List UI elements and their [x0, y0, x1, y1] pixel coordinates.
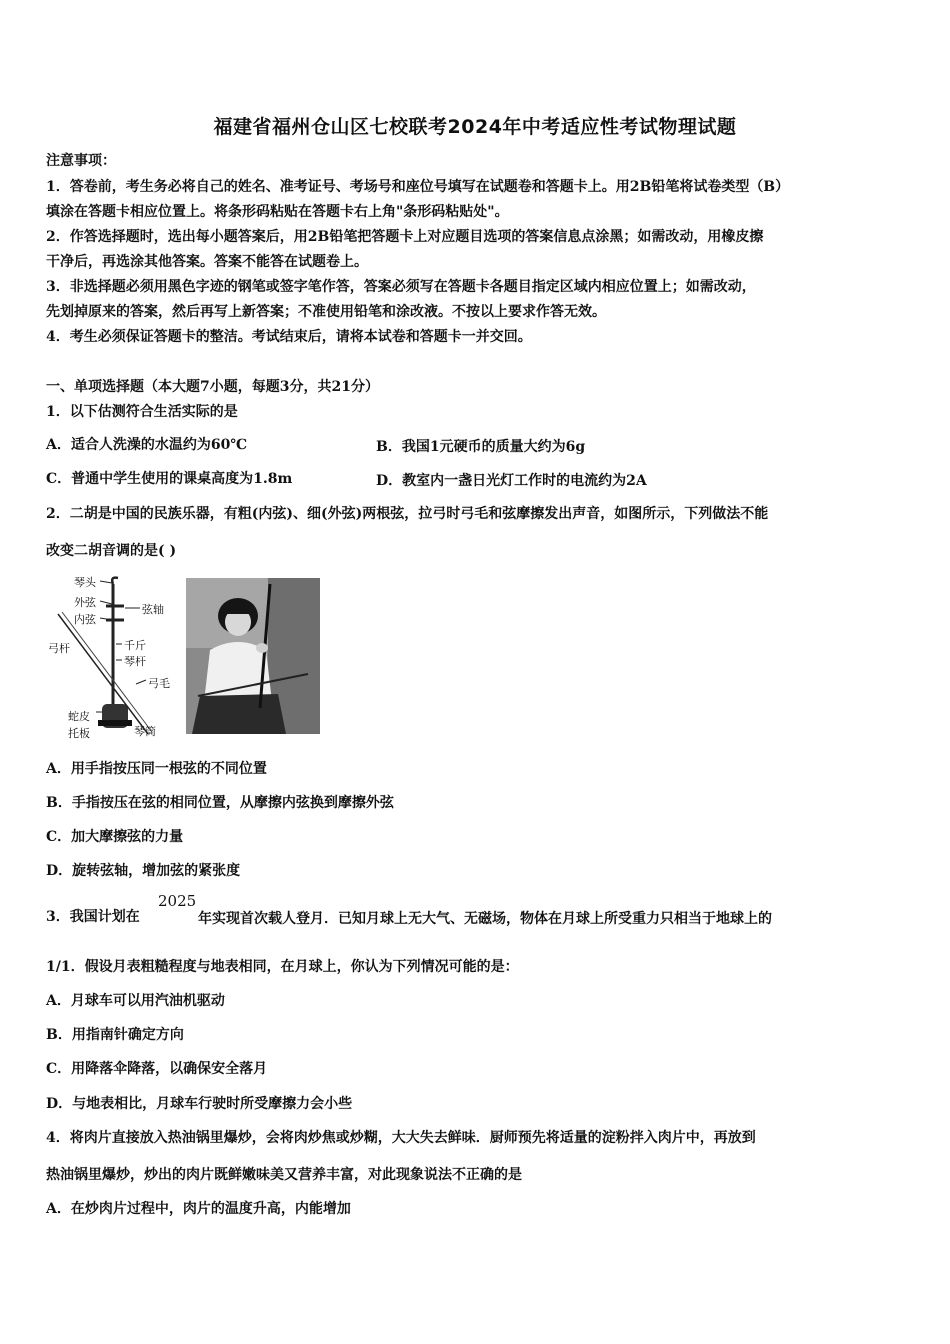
- q3-option-d: D．与地表相比，月球车行驶时所受摩擦力会小些: [46, 1096, 353, 1112]
- notice-line-2: 填涂在答题卡相应位置上。将条形码粘贴在答题卡右上角"条形码粘贴处"。: [46, 204, 509, 220]
- erhu-diagram: [40, 572, 180, 742]
- q3-year: 2025: [158, 892, 197, 910]
- section-heading: 一、单项选择题（本大题7小题，每题3分，共21分）: [46, 379, 379, 395]
- q3-stem-start: 3．我国计划在: [46, 909, 140, 925]
- q2-stem-line-1: 2．二胡是中国的民族乐器，有粗(内弦)、细(外弦)两根弦，拉弓时弓毛和弦摩擦发出声音，如图所示，下列做法不能: [46, 506, 769, 522]
- q2-option-c: C．加大摩擦弦的力量: [46, 829, 184, 845]
- q2-option-b: B．手指按压在弦的相同位置，从摩擦内弦换到摩擦外弦: [46, 795, 394, 811]
- notice-line-3: 2．作答选择题时，选出每小题答案后，用2B铅笔把答题卡上对应题目选项的答案信息点涂黑；如需改动，用橡皮擦: [46, 229, 764, 245]
- q1-option-c: C．普通中学生使用的课桌高度为1.8m: [46, 471, 293, 487]
- label-qianjin: 千斤: [124, 639, 146, 652]
- label-qintou: 琴头: [74, 576, 96, 589]
- label-gongmao: 弓毛: [148, 677, 170, 690]
- q1-option-b: B．我国1元硬币的质量大约为6g: [376, 439, 586, 455]
- page-title: 福建省福州仓山区七校联考2024年中考适应性考试物理试题: [213, 116, 737, 138]
- notice-line-7: 4．考生必须保证答题卡的整洁。考试结束后，请将本试卷和答题卡一并交回。: [46, 329, 532, 345]
- q3-stem-rest: 年实现首次载人登月．已知月球上无大气、无磁场，物体在月球上所受重力只相当于地球上的: [198, 911, 772, 927]
- q3-option-a: A．月球车可以用汽油机驱动: [46, 993, 225, 1009]
- erhu-player-photo: [186, 578, 320, 734]
- label-xianzhou: 弦轴: [142, 603, 164, 616]
- notice-line-1: 1．答卷前，考生务必将自己的姓名、准考证号、考场号和座位号填写在试题卷和答题卡上。用2B铅笔将试卷类型（B）: [46, 179, 790, 195]
- q4-stem-line-1: 4．将肉片直接放入热油锅里爆炒，会将肉炒焦或炒糊，大大失去鲜味．厨师预先将适量的淀粉拌入肉片中，再放到: [46, 1130, 756, 1146]
- notice-line-4: 干净后，再选涂其他答案。答案不能答在试题卷上。: [46, 254, 368, 270]
- q1-stem: 1．以下估测符合生活实际的是: [46, 404, 238, 420]
- label-qintong: 琴筒: [134, 725, 156, 738]
- q4-stem-line-2: 热油锅里爆炒，炒出的肉片既鲜嫩味美又营养丰富，对此现象说法不正确的是: [46, 1167, 522, 1183]
- q3-option-b: B．用指南针确定方向: [46, 1027, 184, 1043]
- label-gonggan: 弓杆: [48, 642, 70, 655]
- q2-stem-line-2: 改变二胡音调的是( ): [46, 543, 177, 559]
- notice-line-6: 先划掉原来的答案，然后再写上新答案；不准使用铅笔和涂改液。不按以上要求作答无效。: [46, 304, 606, 320]
- notice-heading: 注意事项：: [46, 153, 116, 169]
- label-shepi: 蛇皮: [68, 710, 90, 723]
- label-waixian: 外弦: [74, 596, 96, 609]
- q4-option-a: A．在炒肉片过程中，肉片的温度升高，内能增加: [46, 1201, 351, 1217]
- q1-option-a: A．适合人洗澡的水温约为60℃: [46, 437, 248, 453]
- label-neixian: 内弦: [74, 613, 96, 626]
- label-qingan: 琴杆: [124, 655, 146, 668]
- q2-option-a: A．用手指按压同一根弦的不同位置: [46, 761, 267, 777]
- q2-option-d: D．旋转弦轴，增加弦的紧张度: [46, 863, 241, 879]
- label-tuoban: 托板: [68, 727, 90, 740]
- q3-stem-line-2: 1/1．假设月表粗糙程度与地表相同，在月球上，你认为下列情况可能的是：: [46, 959, 519, 975]
- q1-option-d: D．教室内一盏日光灯工作时的电流约为2A: [376, 473, 647, 489]
- q3-option-c: C．用降落伞降落，以确保安全落月: [46, 1061, 268, 1077]
- notice-line-5: 3．非选择题必须用黑色字迹的钢笔或签字笔作答，答案必须写在答题卡各题目指定区域内相应位置上；如需改动，: [46, 279, 756, 295]
